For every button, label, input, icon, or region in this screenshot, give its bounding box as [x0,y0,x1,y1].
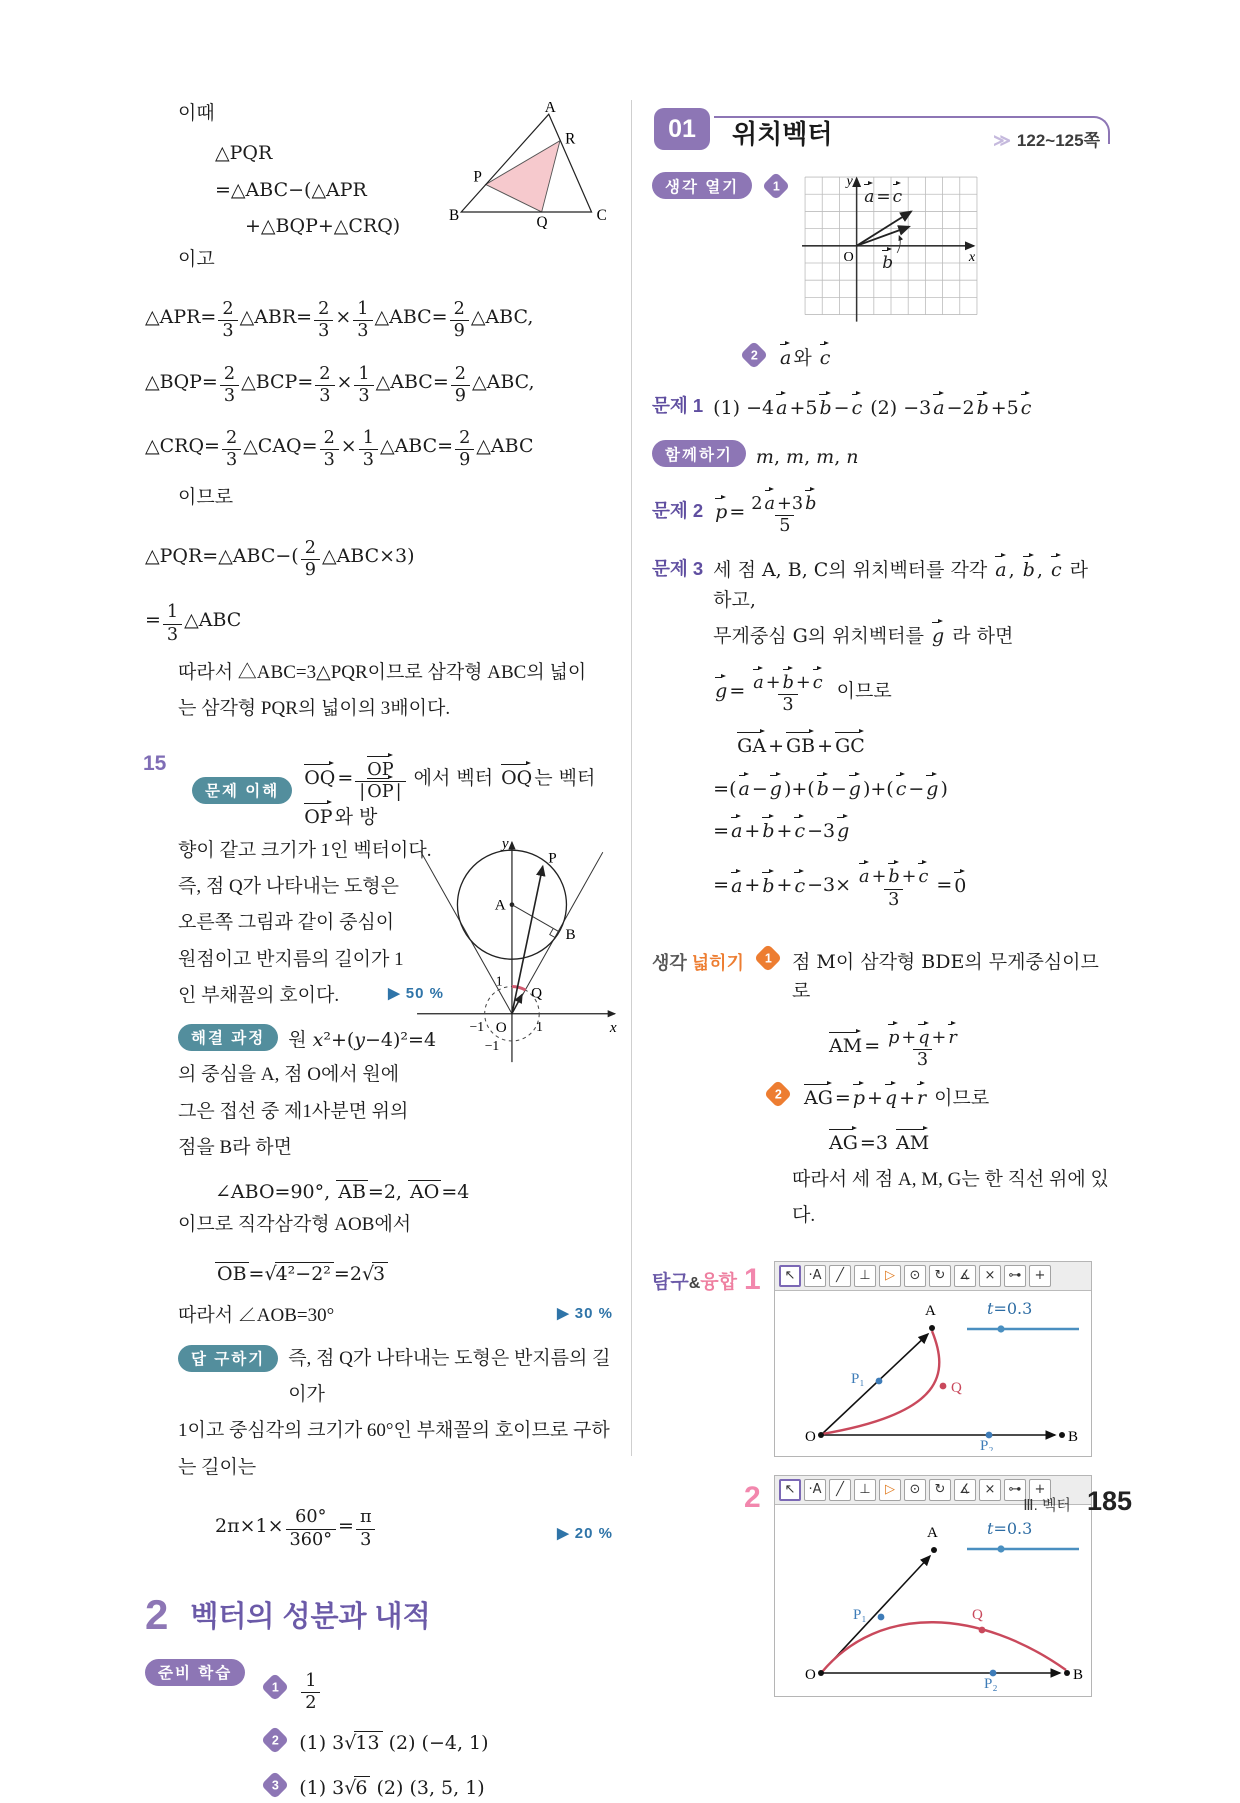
problem-1-label: 문제 1 [652,395,704,417]
widen-line-2: AG = p + q + r 이므로 [804,1087,990,1110]
p3-eq-4: = a + b + c −3 g [713,820,850,843]
label-p2: P₂ [980,1437,994,1451]
label-o: O [805,1428,816,1445]
problem-1-row [652,387,1112,423]
step-solve-row [178,1019,444,1055]
together-answer: m, m, m, n [755,445,859,468]
widen-2-marker: 2 [764,1080,792,1108]
think-open-row [652,172,1112,331]
p15-line-9: 그은 접선 중 제1사분면 위의 [178,1100,409,1122]
section-2-number: 2 [145,1590,169,1638]
vector-oa [821,1334,928,1435]
triangle-pqr-figure [449,102,617,229]
page-footer [1023,1486,1132,1517]
circle-tool-icon: ⊙ [904,1479,926,1501]
point-p1 [876,1378,883,1385]
point-b [1059,1432,1065,1438]
p15-line-1: OQ = $\frac{OP}{| OP |}$ 에서 벡터 OQ 는 벡터 OP 와 방 [304,759,596,829]
p3-eq-5: = a + b + c −3× $\frac{a + b + c}{3}$ = 0 [713,867,967,910]
page-number: 185 [1086,1486,1132,1516]
widen-line-3: 따라서 세 점 A, M, G는 한 직선 위에 있다. [792,1169,1109,1227]
move-tool-icon: + [1029,1479,1051,1501]
badge-solution-process: 해결 과정 [178,1024,278,1051]
p3-eq-3: =( a − g )+( b − g )+( c − g ) [713,777,948,800]
problem-15-solution [143,748,617,1551]
intro-eq-2: =△ABC−(△APR [215,178,367,201]
problem-2-label: 문제 2 [652,499,704,521]
solution-block-triangle [145,96,613,728]
label-b: B [1068,1428,1079,1445]
slider-handle [997,1325,1004,1332]
radius-ab [512,904,559,931]
widen-row-1 [652,946,1112,1007]
perpendicular-tool-icon: ⊥ [854,1265,876,1287]
p3-line-2: 무게중심 G의 위치벡터를 g 라 하면 [713,625,1014,648]
step-understand-row [192,748,613,833]
point-a [510,902,515,907]
label-p1: P₁ [851,1370,865,1387]
think-open-1-marker: 1 [762,172,790,200]
label-y: y [846,173,854,190]
label-q: Q [972,1606,983,1623]
badge-think-open: 생각 열기 [652,172,752,199]
label-leader [897,236,900,253]
badge-get-answer: 답 구하기 [178,1345,278,1372]
eq-bqp: △BQP= $\frac{2}{3}$ △BCP= $\frac{2}{3}$ × $\frac{1}{3}$ △ABC= $\frac{2}{9}$ △ABC, [145,363,535,406]
point-a [929,1325,935,1331]
right-column [652,96,1112,1697]
item-2-marker: 2 [261,1726,289,1754]
together-row [652,436,1112,472]
point-o [818,1432,824,1438]
score-50: ▶ 50 % [388,985,444,1003]
label-o: O [805,1666,816,1683]
ellipse-tool-icon: ↻ [929,1265,951,1287]
widen-row-2 [764,1080,1112,1113]
p15-line-6: 인 부채꼴의 호이다. ▶ 50 % [178,978,444,1014]
p15-line-8: 의 중심을 A, 점 O에서 원에 [178,1064,400,1086]
problem-3-label: 문제 3 [652,558,704,580]
slider-value-label: t=0.3 [987,1298,1033,1318]
ellipse-tool-icon: ↻ [929,1479,951,1501]
intro-eq-3: +△BQP+△CRQ) [245,215,401,238]
problem-number: 15 [143,751,167,775]
perpendicular-tool-icon: ⊥ [854,1479,876,1501]
inner-triangle-pqr [486,141,560,212]
slider-tool-icon: ⊶ [1004,1479,1026,1501]
polygon-tool-icon: ▷ [879,1265,901,1287]
problem-3-row [652,549,1112,919]
column-divider [631,100,632,1456]
section-2-header [145,1591,613,1639]
label-a: A [494,897,506,914]
prep-study-answers [145,1659,613,1803]
cursor-tool-icon: ↖ [779,1479,801,1501]
widen-eq-2: AG =3 AM [829,1131,930,1154]
screenshot-1-number: 1 [744,1262,761,1296]
label-q: Q [531,985,543,1002]
p15-line-10: 점을 B라 하면 [178,1137,292,1159]
point-q [979,1627,986,1634]
circle-tool-icon: ⊙ [904,1265,926,1287]
canvas-1-svg [775,1291,1089,1451]
canvas-2-svg [775,1505,1089,1691]
tick-one-arc: 1 [495,973,503,989]
label-a: A [927,1524,938,1541]
score-20: ▶ 20 % [557,1524,613,1542]
label-b: B [565,926,576,943]
unit-01-header [652,96,1112,158]
cursor-tool-icon: ↖ [779,1265,801,1287]
geogebra-canvas-2 [775,1505,1091,1696]
think-widen-block [652,946,1112,1235]
p15-line-7: 원 x²+(y−4)²=4 [288,1028,437,1051]
p15-line-3: 즉, 점 Q가 나타내는 도형은 [178,876,400,897]
unit-number-badge: 01 [654,108,710,150]
item-3-marker: 3 [261,1771,289,1799]
p15-eq-angles: ∠ABO=90°, AB =2, AO =4 [215,1180,470,1203]
problem-1-answer: (1) −4 a +5 b − c (2) −3 a −2 b +5 c [713,397,1032,420]
explore-heading: 탐구&융합 [652,1271,737,1293]
prep-answer-3: (1) 3√6 (2) (3, 5, 1) [299,1776,485,1799]
geogebra-window-1 [774,1261,1092,1457]
slider-handle [997,1545,1004,1552]
p3-eq-2: GA + GB + GC [737,735,865,758]
score-30: ▶ 30 % [557,1304,613,1322]
problem-3-solution [713,549,1112,919]
intro-text-1: 이때 [178,103,215,124]
p15-line-14: 1이고 중심각의 크기가 60°인 부채꼴의 호이므로 구하 [178,1420,610,1442]
conclusion-line-1: 따라서 △ABC=3△PQR이므로 삼각형 ABC의 넓이 [178,661,587,683]
p15-line-15: 는 길이는 [178,1456,257,1478]
p15-eq-arc-length: 2π×1× $\frac{60^\circ}{360^\circ}$ = $\frac{\pi}{3}$ ▶ 20 % [215,1507,613,1550]
move-tool-icon: + [1029,1265,1051,1287]
eq-crq: △CRQ= $\frac{2}{3}$ △CAQ= $\frac{2}{3}$ × $\frac{1}{3}$ △ABC= $\frac{2}{9}$ △ABC [145,428,534,471]
point-q [940,1383,947,1390]
polygon-tool-icon: ▷ [879,1479,901,1501]
answer-a-and-c: a 와 c [780,346,831,369]
label-p1: P₁ [853,1606,867,1623]
intro-text-2: 이고 [178,248,215,270]
label-r: R [565,130,576,148]
label-vec-b: b [882,253,894,273]
problem-2-answer: p = $\frac{2 a +3 b}{5}$ [715,494,817,537]
tick-minus-one-x: −1 [469,1018,485,1034]
label-x: x [609,1019,617,1036]
geogebra-toolbar-1 [775,1262,1091,1291]
screenshot-2-number: 2 [744,1480,761,1514]
widen-eq-1: AM = $\frac{p + q + r}{3}$ [829,1027,957,1070]
section-2-title: 벡터의 성분과 내적 [190,1601,431,1634]
locus-curve [822,1622,1066,1672]
unit-title: 위치벡터 [732,119,833,149]
label-c: C [596,207,607,225]
label-q: Q [951,1379,962,1396]
label-p2: P₂ [984,1675,998,1691]
prep-answer-1: $\frac{1}{2}$ [299,1659,322,1714]
point-tool-icon: ·A [804,1265,826,1287]
point-a [931,1547,937,1553]
page-range: ≫ 122~125쪽 [993,131,1100,150]
label-a: A [925,1302,936,1319]
label-vec-a-equals-c: a = c [864,187,903,207]
slider-value-label: t=0.3 [987,1518,1033,1538]
intro-text-3: 이므로 [178,487,234,509]
slider-tool-icon: ⊶ [1004,1265,1026,1287]
grid-vector-figure [800,172,980,331]
reflect-tool-icon: × [979,1265,1001,1287]
p3-eq-1: g = $\frac{a + b + c}{3}$ 이므로 [715,672,892,715]
label-y: y [501,835,509,852]
prep-item-2 [261,1722,488,1758]
eq-pqr: △PQR=△ABC−( $\frac{2}{9}$ △ABC×3) [145,537,415,581]
badge-problem-understanding: 문제 이해 [192,777,292,804]
explore-fusion-block [652,1261,1112,1697]
p15-line-5: 원점이고 반지름의 길이가 1 [178,948,404,970]
think-open-2-marker: 2 [740,341,768,369]
intro-eq-1: △PQR [215,142,273,165]
p3-line-1: 세 점 A, B, C의 위치벡터를 각각 a , b , c 라 하고, [713,559,1089,611]
prep-item-1 [261,1659,488,1714]
p15-line-12: 따라서 ∠AOB=30° ▶ 30 % [178,1298,613,1334]
tick-one-x: 1 [536,1018,543,1034]
step-answer-row [178,1341,613,1414]
prep-item-3 [261,1767,488,1803]
point-o [818,1670,824,1676]
conclusion-line-2: 는 삼각형 PQR의 넓이의 3배이다. [178,698,451,720]
widen-1-marker: 1 [754,944,782,972]
chapter-label: Ⅲ. 벡터 [1023,1497,1071,1514]
line-tool-icon: ╱ [829,1479,851,1501]
p15-line-11: 이므로 직각삼각형 AOB에서 [178,1214,412,1236]
label-b: B [1073,1666,1084,1683]
p15-line-13: 즉, 점 Q가 나타내는 도형은 반지름의 길이가 [288,1347,611,1405]
line-tool-icon: ╱ [829,1265,851,1287]
red-arc [512,986,526,990]
geogebra-canvas-1 [775,1291,1091,1456]
angle-tool-icon: ∡ [954,1265,976,1287]
label-o: O [843,248,854,265]
point-p1 [878,1614,885,1621]
tick-minus-one-y: −1 [484,1037,500,1053]
badge-prep-study: 준비 학습 [145,1659,245,1686]
problem-2-row [652,482,1112,537]
label-a: A [544,102,556,117]
widen-line-1: 점 M이 삼각형 BDE의 무게중심이므로 [791,950,1099,1003]
label-p: P [548,849,557,866]
p15-line-4: 오른쪽 그림과 같이 중심이 [178,912,395,934]
p15-line-2: 향이 같고 크기가 1인 벡터이다. [178,839,432,861]
item-1-marker: 1 [261,1672,289,1700]
badge-together: 함께하기 [652,440,746,467]
reflect-tool-icon: × [979,1479,1001,1501]
eq-apr: △APR= $\frac{2}{3}$ △ABR= $\frac{2}{3}$ × $\frac{1}{3}$ △ABC= $\frac{2}{9}$ △ABC, [145,299,534,342]
think-open-answer-2 [740,337,1112,373]
label-b: B [449,207,460,225]
left-column [143,96,617,1803]
chevron-icon: ≫ [993,131,1011,150]
point-tool-icon: ·A [804,1479,826,1501]
p15-eq-ob: OB =√4²−2² =2√3 [215,1253,613,1289]
label-q: Q [536,214,548,230]
widen-heading: 생각 넓히기 [652,952,744,973]
prep-answer-2: (1) 3√13 (2) (−4, 1) [299,1732,489,1755]
label-x: x [969,248,976,265]
point-b [1064,1670,1070,1676]
label-p: P [473,168,482,186]
eq-pqr-2: = $\frac{1}{3}$ △ABC [145,602,242,645]
angle-tool-icon: ∡ [954,1479,976,1501]
label-o: O [495,1019,507,1036]
